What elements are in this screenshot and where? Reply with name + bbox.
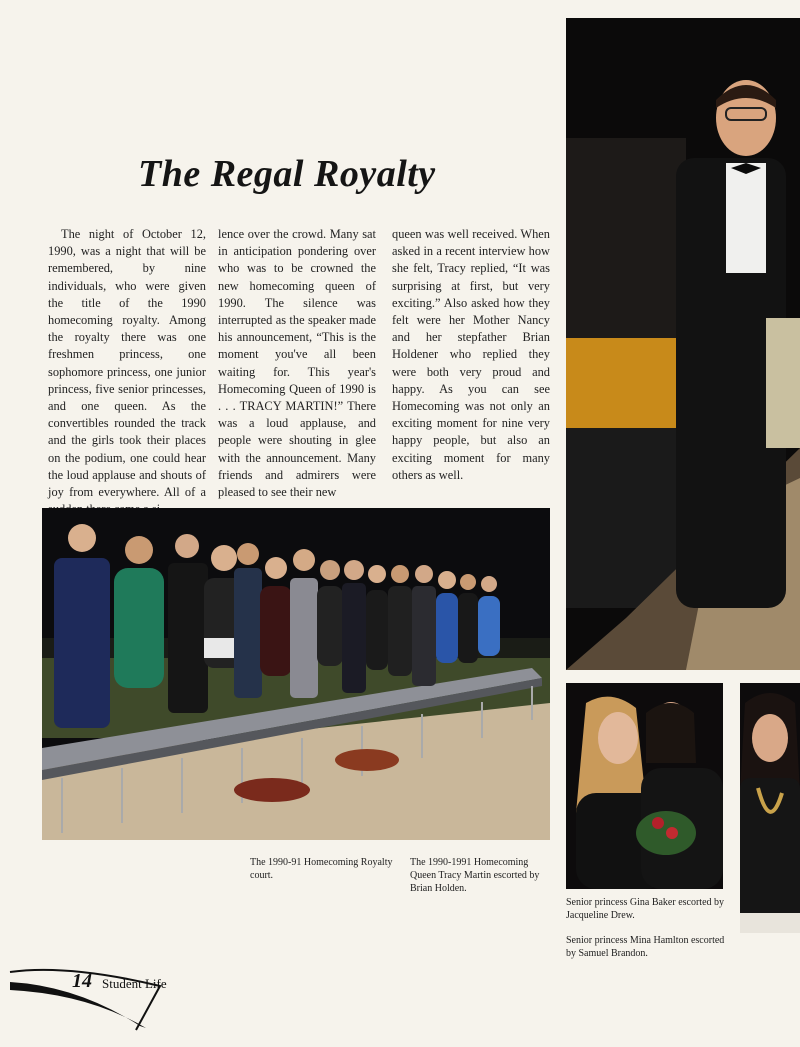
article-column-1: The night of October 12, 1990, was a night that will be remembered, by nine individuals, who were given the title of the 1990 homecoming royalty. Among the royalty there was one freshmen princess, one sophomore princess, one junior princess, five senior princesses, and one queen. As the convertibles rounded the track and the girls took their places on the podium, one could hear the loud applause and shouts of joy from everywhere. All of a	[48, 227, 206, 500]
section-name: Student Life	[102, 976, 167, 991]
article-column-2: lence over the crowd. Many sat in anticipation pondering over who was to be crowned the new homecoming queen of 1990. The silence was interrupted as the speaker made his announcement, “This is the moment you've all been waiting for. This year's Homecoming Queen of 1990 is . . . TRACY MARTIN!” There was a loud applause, and people were shouting in glee with the announcement. Many friends and admirers were pleased to see their new	[218, 227, 376, 500]
court-caption: The 1990-91 Homecoming Royalty court.	[250, 857, 393, 881]
mina-caption: Senior princess Mina Hamlton escorted by Samuel Brandon.	[566, 935, 725, 959]
article-title: The Regal Royalty	[138, 153, 436, 195]
page-number: 14	[72, 970, 92, 992]
footer-swoosh-icon	[8, 960, 178, 1036]
article-column-3: queen was well received. When asked in a recent interview how she felt, Tracy replied, “It was surprising at first, but very exciting.” Also asked how they felt were her Mother Nancy and her stepfather Brian Holdener who replied they were both very proud and happy. As you can see Homecoming was not only an exciting moment for nine very happy people, but also an exciting moment for many others as well.	[392, 227, 550, 482]
mina-hamlton-photo	[740, 683, 800, 933]
page-footer	[8, 960, 178, 1036]
royalty-court-photo	[42, 508, 550, 840]
queen-escort-photo	[566, 18, 800, 670]
gina-baker-photo	[566, 683, 723, 889]
queen-caption: The 1990-1991 Homecoming Queen Tracy Martin escorted by Brian Holden.	[410, 857, 540, 894]
gina-caption: Senior princess Gina Baker escorted by Jacqueline Drew.	[566, 897, 725, 921]
